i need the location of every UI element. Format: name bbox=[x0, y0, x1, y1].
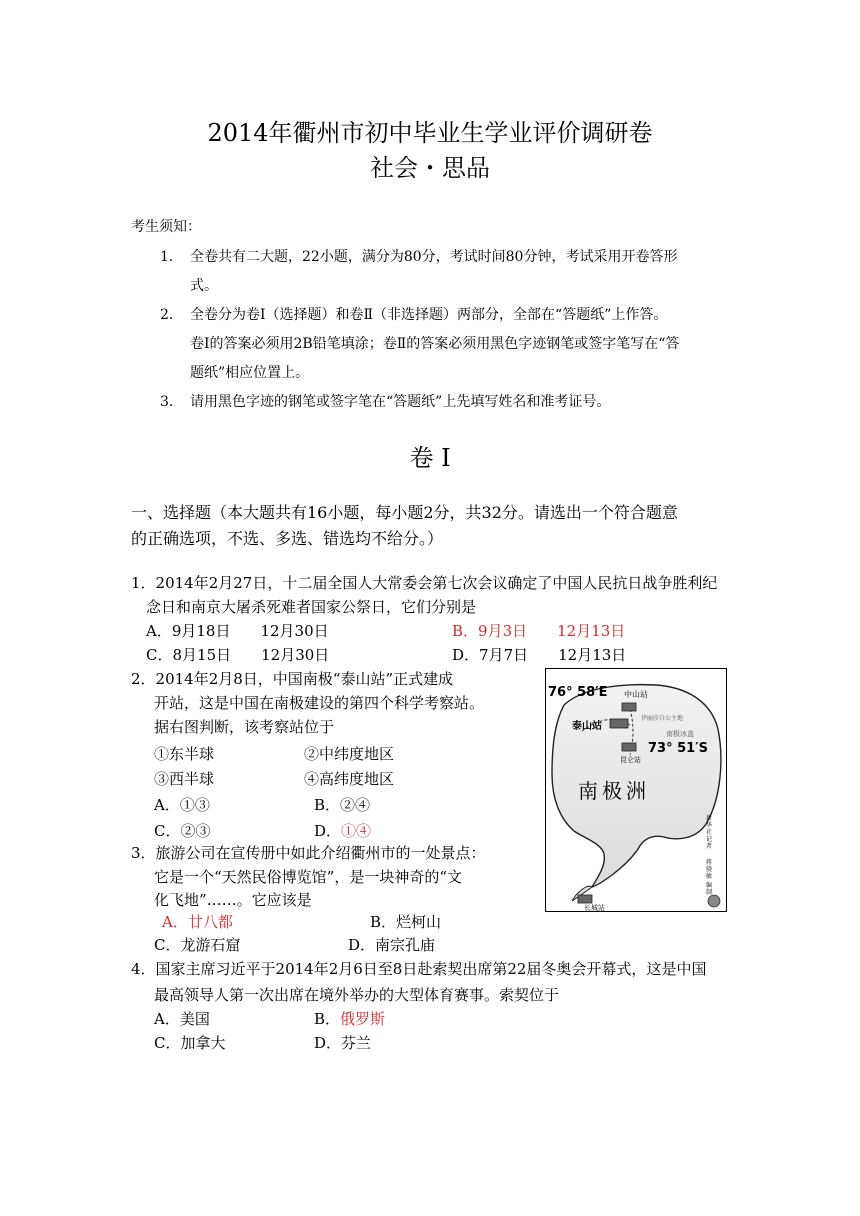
q3-option-d: D．南宗孔庙 bbox=[348, 936, 436, 954]
map-latitude-label: 73° 51′S bbox=[648, 741, 708, 756]
q2-option-a: A．①③ bbox=[154, 796, 210, 814]
q2-option-c: C．②③ bbox=[154, 822, 211, 840]
section-title: 卷 Ⅰ bbox=[409, 444, 451, 472]
q3-stem-line-1: 3．旅游公司在宣传册中如此介绍衢州市的一处景点： bbox=[131, 844, 486, 862]
map-continent-label: 南极洲 bbox=[578, 779, 650, 803]
q1-option-b-answer: B．9月3日 12月13日 bbox=[452, 622, 626, 640]
notice-item-2-number: 2． bbox=[160, 307, 183, 323]
page-subtitle: 社会・思品 bbox=[370, 154, 490, 182]
q4-option-a: A．美国 bbox=[154, 1010, 210, 1028]
q4-stem-line-2: 最高领导人第一次出席在境外举办的大型体育赛事。索契位于 bbox=[154, 986, 560, 1004]
q4-stem-line-1: 4．国家主席习近平于2014年2月6日至8日赴索契出席第22届冬奥会开幕式，这是中国 bbox=[131, 960, 707, 978]
section-instructions-line-2: 的正确选项，不选、多选、错选均不给分。） bbox=[131, 529, 444, 548]
notice-item-1-number: 1． bbox=[160, 249, 183, 265]
q2-option-b: B．②④ bbox=[314, 796, 371, 814]
map-zhongshan-label: 中山站 bbox=[624, 690, 648, 699]
map-taishan-label: 泰山站 bbox=[572, 721, 602, 732]
section-instructions-line-1: 一、选择题（本大题共有16小题，每小题2分，共32分。请选出一个符合题意 bbox=[131, 503, 678, 522]
changcheng-station-marker bbox=[578, 895, 592, 903]
q4-option-b bbox=[314, 1008, 385, 1029]
notice-item-2-line-1: 全卷分为卷Ⅰ（选择题）和卷Ⅱ（非选择题）两部分，全部在“答题纸”上作答。 bbox=[190, 307, 668, 323]
q2-stem-line-3: 据右图判断，该考察站位于 bbox=[154, 718, 335, 736]
q1-stem-line-1: 1．2014年2月27日，十二届全国人大常委会第七次会议确定了中国人民抗日战争胜利纪 bbox=[131, 574, 718, 592]
q2-stem-line-2: 开站，这是中国在南极建设的第四个科学考察站。 bbox=[154, 694, 485, 712]
q1-option-a: A．9月18日 12月30日 bbox=[146, 622, 329, 640]
map-kunlun-label: 昆仑站 bbox=[620, 756, 641, 764]
page-title: 2014年衢州市初中毕业生学业评价调研卷 bbox=[207, 119, 653, 147]
notice-item-3-number: 3． bbox=[160, 394, 183, 410]
map-credit-2: 蒋骁敏 bbox=[706, 859, 713, 880]
q2-statement-1: ①东半球 bbox=[154, 745, 215, 763]
notice-item-3-line-1: 请用黑色字迹的钢笔或签字笔在“答题纸”上先填写姓名和准考证号。 bbox=[190, 394, 611, 410]
q1-option-c: C．8月15日 12月30日 bbox=[146, 646, 330, 664]
zhongshan-station-marker bbox=[622, 703, 636, 711]
notice-item-1-line-1: 全卷共有二大题，22小题，满分为80分，考试时间80分钟，考试采用开卷答形 bbox=[190, 249, 678, 265]
q4-option-d: D．芬兰 bbox=[314, 1034, 372, 1052]
antarctica-map bbox=[545, 668, 727, 912]
q2-statement-3: ③西半球 bbox=[154, 770, 215, 788]
q2-option-d-label: D． bbox=[314, 822, 342, 840]
notice-item-2-line-3: 题纸”相应位置上。 bbox=[190, 365, 310, 381]
notice-heading: 考生须知： bbox=[131, 219, 201, 235]
q2-option-d-answer: ①④ bbox=[341, 822, 372, 840]
taishan-station-marker bbox=[610, 719, 628, 728]
map-longitude-label: 76° 58′E bbox=[548, 685, 608, 700]
q4-option-b-answer: 俄罗斯 bbox=[340, 1010, 386, 1028]
q3-stem-line-2: 它是一个“天然民俗博览馆”，是一块神奇的“文 bbox=[154, 868, 463, 886]
q4-option-c: C．加拿大 bbox=[154, 1034, 226, 1052]
seal-icon bbox=[708, 895, 720, 907]
q1-stem-line-2: 念日和南京大屠杀死难者国家公祭日，它们分别是 bbox=[146, 598, 477, 616]
map-route-label-1: 伊丽莎白公主地 bbox=[641, 715, 684, 722]
map-route-label-2: 南极冰盖 bbox=[666, 730, 694, 738]
notice-item-1-line-2: 式。 bbox=[190, 278, 218, 294]
map-credit-1: 新华社记者 bbox=[706, 815, 713, 850]
notice-item-2-line-2: 卷Ⅰ的答案必须用2B铅笔填涂；卷Ⅱ的答案必须用黑色字迹钢笔或签字笔写在“答 bbox=[190, 336, 680, 352]
q3-option-b: B．烂柯山 bbox=[370, 913, 442, 931]
map-changcheng-label: 长城站 bbox=[584, 904, 605, 912]
q3-option-c: C．龙游石窟 bbox=[154, 936, 241, 954]
q3-stem-line-3: 化飞地”……。它应该是 bbox=[154, 891, 312, 909]
q2-statement-4: ④高纬度地区 bbox=[304, 770, 395, 788]
q4-option-b-label: B． bbox=[314, 1010, 341, 1028]
kunlun-station-marker bbox=[622, 743, 636, 751]
q2-statement-2: ②中纬度地区 bbox=[304, 745, 395, 763]
q1-option-d: D．7月7日 12月13日 bbox=[452, 646, 627, 664]
map-credit-3: 编制 bbox=[706, 882, 713, 896]
q2-stem-line-1: 2．2014年2月8日，中国南极“泰山站”正式建成 bbox=[131, 670, 454, 688]
q3-option-a-answer: A．廿八都 bbox=[162, 913, 233, 931]
q2-option-d bbox=[314, 820, 371, 841]
